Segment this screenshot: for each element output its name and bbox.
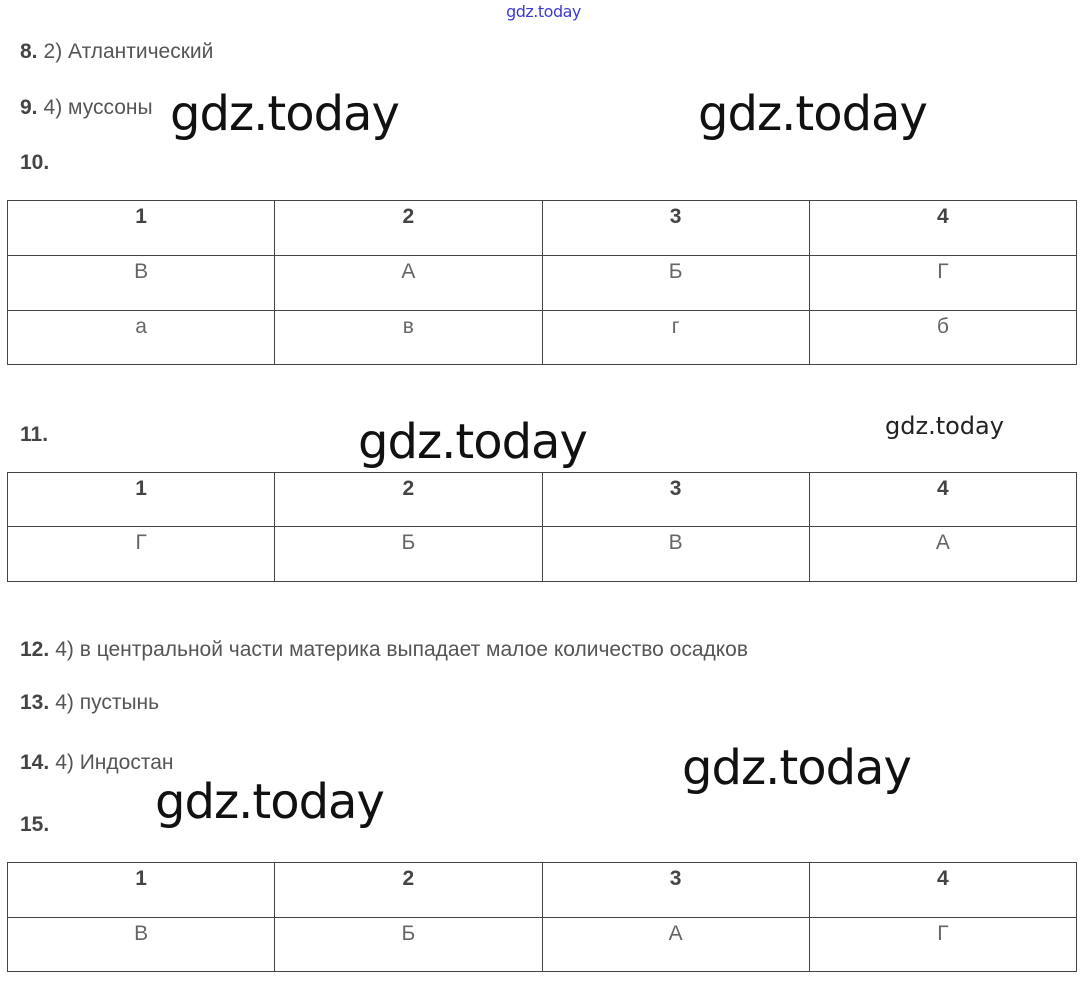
table-cell: 2	[275, 201, 542, 256]
answer-text: 4) Индостан	[55, 751, 174, 774]
answer-number: 14.	[20, 751, 50, 774]
table-cell: 1	[8, 473, 275, 527]
answer-number: 8.	[20, 40, 38, 63]
answer-13	[20, 691, 159, 715]
answer-text: 4) муссоны	[43, 96, 153, 119]
table-cell: 2	[275, 473, 542, 527]
table-cell: г	[542, 311, 809, 365]
table-cell: а	[8, 311, 275, 365]
answer-table-15	[7, 862, 1077, 972]
table-cell: Г	[809, 918, 1076, 972]
table-cell: В	[8, 918, 275, 972]
table-cell: 3	[542, 201, 809, 256]
answer-number: 9.	[20, 96, 38, 119]
answer-14	[20, 751, 174, 775]
table-cell: Г	[8, 527, 275, 582]
table-row	[8, 863, 1077, 918]
watermark: gdz.today	[170, 86, 399, 142]
watermark: gdz.today	[155, 774, 384, 830]
table-cell: 4	[809, 473, 1076, 527]
table-cell: В	[8, 256, 275, 311]
table-cell: 1	[8, 201, 275, 256]
table-cell: 1	[8, 863, 275, 918]
answer-number: 11.	[20, 423, 49, 446]
answer-table-11	[7, 472, 1077, 582]
table-cell: 2	[275, 863, 542, 918]
table-cell: Б	[542, 256, 809, 311]
table-row	[8, 918, 1077, 972]
table-row	[8, 473, 1077, 527]
table-cell: Б	[275, 918, 542, 972]
answer-text: 2) Атлантический	[43, 40, 214, 63]
answer-15	[20, 813, 55, 837]
watermark: gdz.today	[358, 414, 587, 470]
answer-text: 4) в центральной части материка выпадает малое количество осадков	[55, 638, 749, 661]
table-cell: А	[809, 527, 1076, 582]
watermark: gdz.today	[885, 412, 1004, 440]
table-cell: 4	[809, 201, 1076, 256]
table-cell: В	[542, 527, 809, 582]
table-cell: Г	[809, 256, 1076, 311]
watermark: gdz.today	[698, 86, 927, 142]
top-watermark: gdz.today	[506, 2, 581, 21]
answer-table-10	[7, 200, 1077, 365]
answer-11	[20, 423, 54, 447]
answer-9	[20, 96, 153, 120]
answer-10	[20, 151, 55, 175]
answer-12	[20, 638, 748, 662]
table-cell: 4	[809, 863, 1076, 918]
table-row	[8, 527, 1077, 582]
table-row	[8, 256, 1077, 311]
table-cell: б	[809, 311, 1076, 365]
table-row	[8, 201, 1077, 256]
table-cell: А	[542, 918, 809, 972]
table-cell: 3	[542, 863, 809, 918]
watermark: gdz.today	[682, 740, 911, 796]
table-row	[8, 311, 1077, 365]
answer-8	[20, 40, 213, 64]
answer-number: 15.	[20, 813, 50, 836]
table-cell: Б	[275, 527, 542, 582]
answer-number: 13.	[20, 691, 50, 714]
table-cell: А	[275, 256, 542, 311]
table-cell: 3	[542, 473, 809, 527]
answer-number: 12.	[20, 638, 50, 661]
answer-number: 10.	[20, 151, 50, 174]
answer-text: 4) пустынь	[55, 691, 160, 714]
table-cell: в	[275, 311, 542, 365]
